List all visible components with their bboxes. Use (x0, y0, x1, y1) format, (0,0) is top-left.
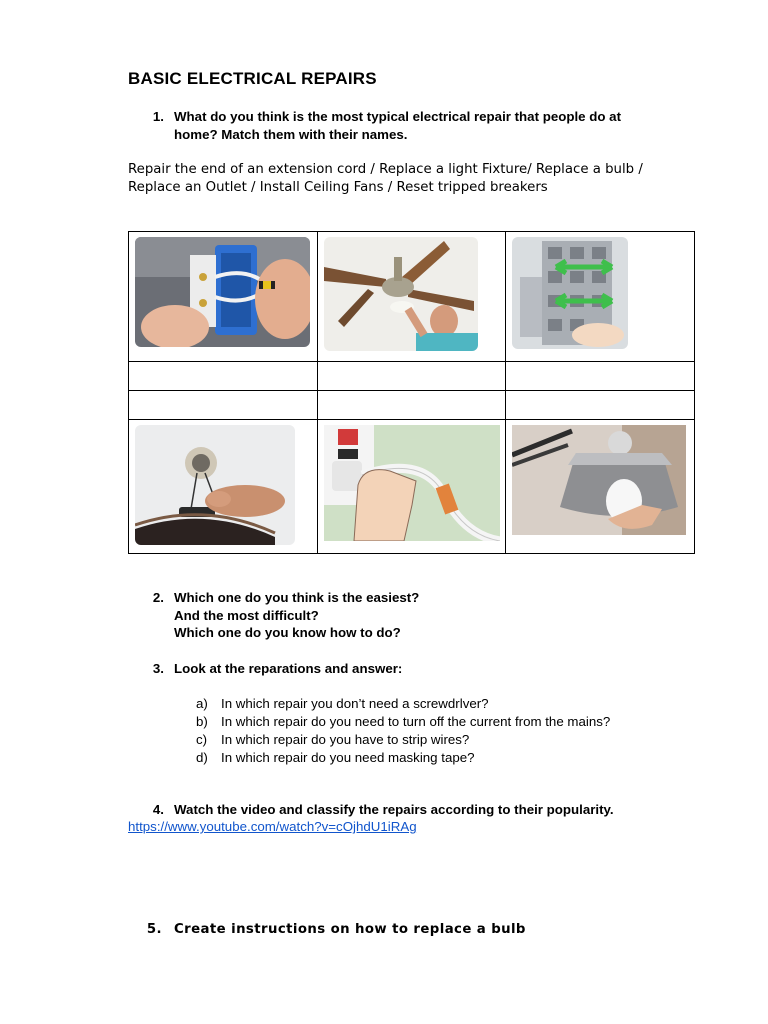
question-number: 5. (146, 922, 162, 937)
answer-cell[interactable] (506, 391, 695, 420)
question-5 (128, 922, 688, 940)
cell-extension-cord (317, 420, 506, 554)
item-text: In which repair you don’t need a screwdrlver? (221, 696, 489, 711)
answer-cell[interactable] (129, 362, 318, 391)
question-text-line2: home? Match them with their names. (174, 127, 408, 142)
outlet-image (135, 237, 310, 347)
question-text: Create instructions on how to replace a bulb (174, 922, 526, 937)
question-text-line1: Which one do you think is the easiest? (174, 590, 420, 605)
question-text-line2: And the most difficult? (174, 607, 319, 623)
item-text: In which repair do you have to strip wires? (221, 732, 470, 747)
question-3 (128, 660, 688, 678)
answer-cell[interactable] (129, 391, 318, 420)
cell-outlet (129, 232, 318, 362)
extension-cord-image (324, 425, 500, 541)
item-label: c) (196, 732, 208, 747)
list-item (196, 695, 666, 713)
breakers-image (512, 237, 628, 349)
answer-cell[interactable] (317, 362, 506, 391)
video-link[interactable]: https://www.youtube.com/watch?v=cOjhdU1iRAg (128, 819, 417, 834)
item-label: d) (196, 750, 208, 765)
question-text: Look at the reparations and answer: (174, 661, 403, 676)
list-item (196, 731, 666, 749)
item-label: a) (196, 696, 208, 711)
question-text: Watch the video and classify the repairs according to their popularity. (174, 802, 614, 817)
item-text: In which repair do you need to turn off the current from the mains? (221, 714, 611, 729)
light-fixture-image (135, 425, 295, 545)
question-3-items (196, 695, 666, 770)
question-2 (128, 589, 688, 643)
item-label: b) (196, 714, 208, 729)
question-number: 3. (152, 661, 164, 676)
question-1 (128, 108, 688, 144)
repair-names-line1: Repair the end of an extension cord / Replace a light Fixture/ Replace a bulb / (128, 162, 643, 177)
repair-names-line2: Replace an Outlet / Install Ceiling Fans / Reset tripped breakers (128, 179, 548, 195)
repair-names (128, 161, 708, 196)
question-number: 1. (152, 109, 164, 124)
page-title: BASIC ELECTRICAL REPAIRS (128, 69, 377, 88)
question-4 (128, 801, 688, 819)
question-number: 2. (152, 590, 164, 605)
question-text-line3: Which one do you know how to do? (174, 625, 401, 640)
cell-breakers (506, 232, 695, 362)
question-number: 4. (152, 802, 164, 817)
ceiling-fan-image (324, 237, 478, 351)
question-text-line1: What do you think is the most typical electrical repair that people do at (174, 109, 622, 124)
list-item (196, 713, 666, 731)
item-text: In which repair do you need masking tape? (221, 750, 475, 765)
answer-cell[interactable] (506, 362, 695, 391)
list-item (196, 749, 666, 767)
cell-bulb (506, 420, 695, 554)
cell-ceiling-fan (317, 232, 506, 362)
bulb-image (512, 425, 686, 535)
cell-light-fixture (129, 420, 318, 554)
answer-cell[interactable] (317, 391, 506, 420)
repairs-table (128, 231, 695, 554)
